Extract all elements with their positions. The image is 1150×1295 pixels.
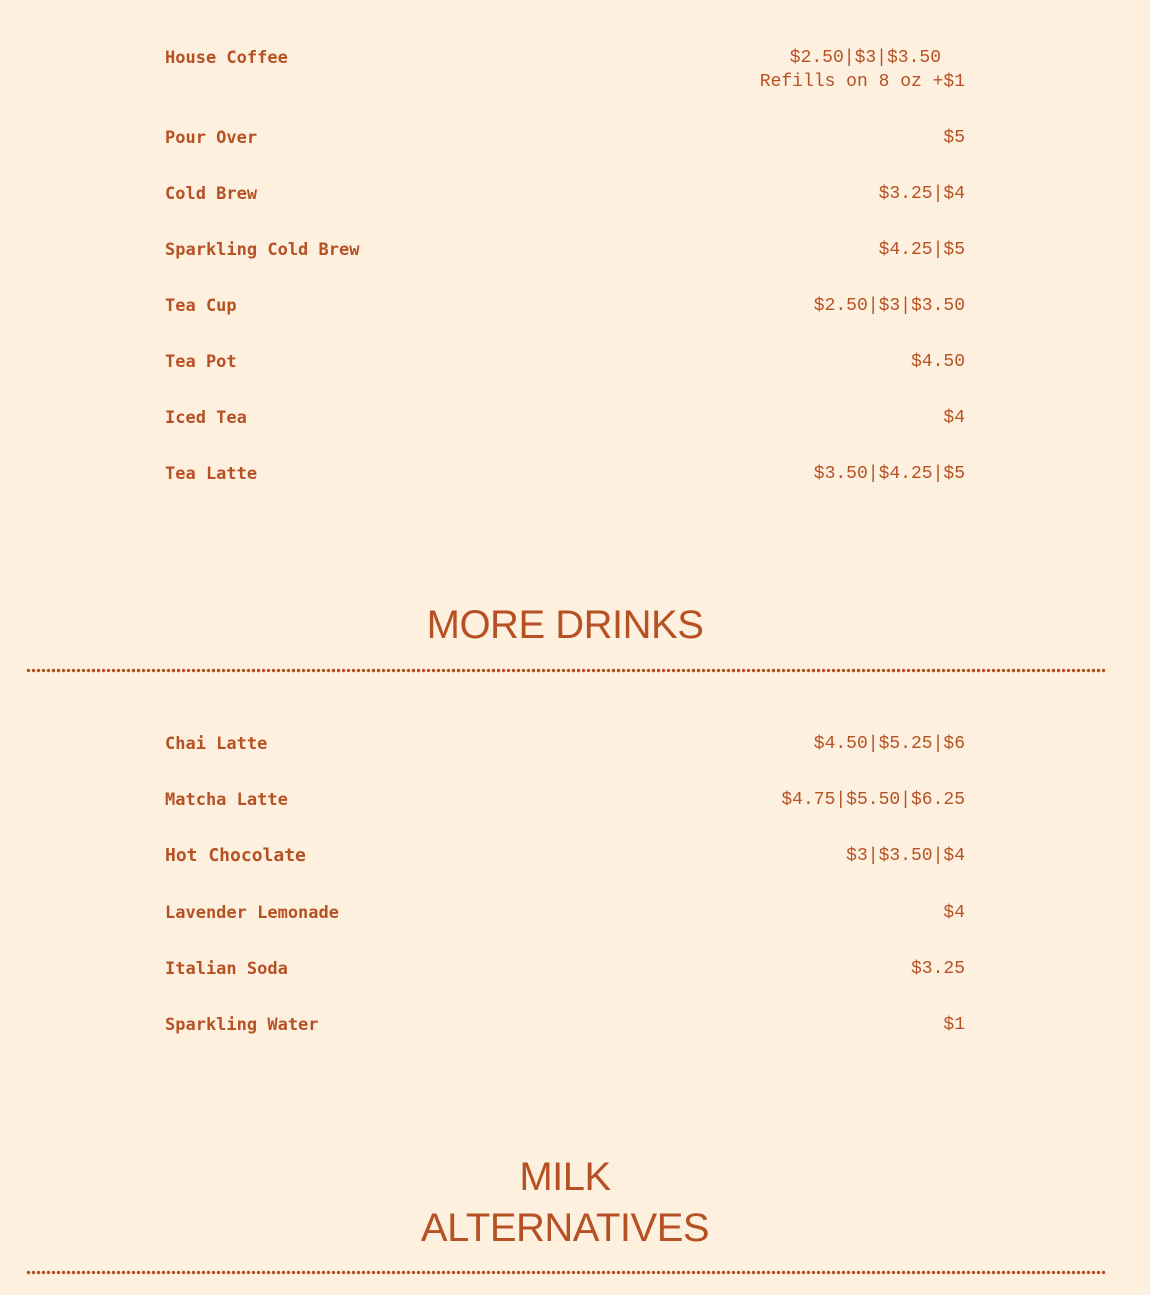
- menu-item-cold-brew: [165, 182, 965, 206]
- menu-item-tea-cup: [165, 294, 965, 318]
- menu-item-pour-over: [165, 126, 965, 150]
- item-name: Chai Latte: [165, 734, 268, 754]
- item-name: Sparkling Water: [165, 1015, 319, 1035]
- item-name: Matcha Latte: [165, 790, 288, 810]
- item-price: $5: [943, 128, 965, 148]
- menu-item-italian-soda: [165, 957, 965, 981]
- item-price: $3|$3.50|$4: [846, 846, 965, 866]
- menu-item-hot-chocolate: [165, 844, 965, 868]
- item-name: Tea Cup: [165, 296, 237, 316]
- item-price: $3.25|$4: [878, 184, 965, 204]
- item-price: $2.50|$3|$3.50: [789, 48, 941, 68]
- item-price: $4.25|$5: [878, 240, 965, 260]
- section-heading-milk-alternatives-line1: MILK: [519, 1155, 611, 1199]
- item-name: House Coffee: [165, 48, 288, 68]
- section-divider: [26, 668, 1106, 673]
- menu-item-matcha-latte: [165, 788, 965, 812]
- menu-item-tea-latte: [165, 462, 965, 486]
- section-heading-more-drinks: MORE DRINKS: [426, 603, 704, 647]
- menu-item-sparkling-water: [165, 1013, 965, 1037]
- item-name: Hot Chocolate: [165, 845, 306, 866]
- menu-item-chai-latte: [165, 732, 965, 756]
- item-price: $4.75|$5.50|$6.25: [781, 790, 965, 810]
- item-price: $4: [943, 903, 965, 923]
- menu-item-iced-tea: [165, 406, 965, 430]
- item-price: $3.50|$4.25|$5: [813, 464, 965, 484]
- item-price: $4: [943, 408, 965, 428]
- item-name: Sparkling Cold Brew: [165, 240, 360, 260]
- menu-item-sparkling-cold-brew: [165, 238, 965, 262]
- item-price: $4.50: [910, 352, 965, 372]
- item-price: $2.50|$3|$3.50: [813, 296, 965, 316]
- menu-item-tea-pot: [165, 350, 965, 374]
- item-name: Iced Tea: [165, 408, 247, 428]
- item-note: Refills on 8 oz +$1: [759, 72, 965, 92]
- item-name: Italian Soda: [165, 959, 288, 979]
- section-heading-milk-alternatives-line2: ALTERNATIVES: [420, 1206, 710, 1250]
- menu-item-house-coffee: [165, 46, 965, 92]
- item-price: $4.50|$5.25|$6: [813, 734, 965, 754]
- item-name: Pour Over: [165, 128, 258, 148]
- item-name: Tea Latte: [165, 464, 258, 484]
- item-name: Lavender Lemonade: [165, 903, 339, 923]
- item-name: Tea Pot: [165, 352, 237, 372]
- item-price: $1: [943, 1015, 965, 1035]
- section-divider: [26, 1270, 1106, 1275]
- item-name: Cold Brew: [165, 184, 258, 204]
- menu-item-lavender-lemonade: [165, 901, 965, 925]
- item-price: $3.25: [910, 959, 965, 979]
